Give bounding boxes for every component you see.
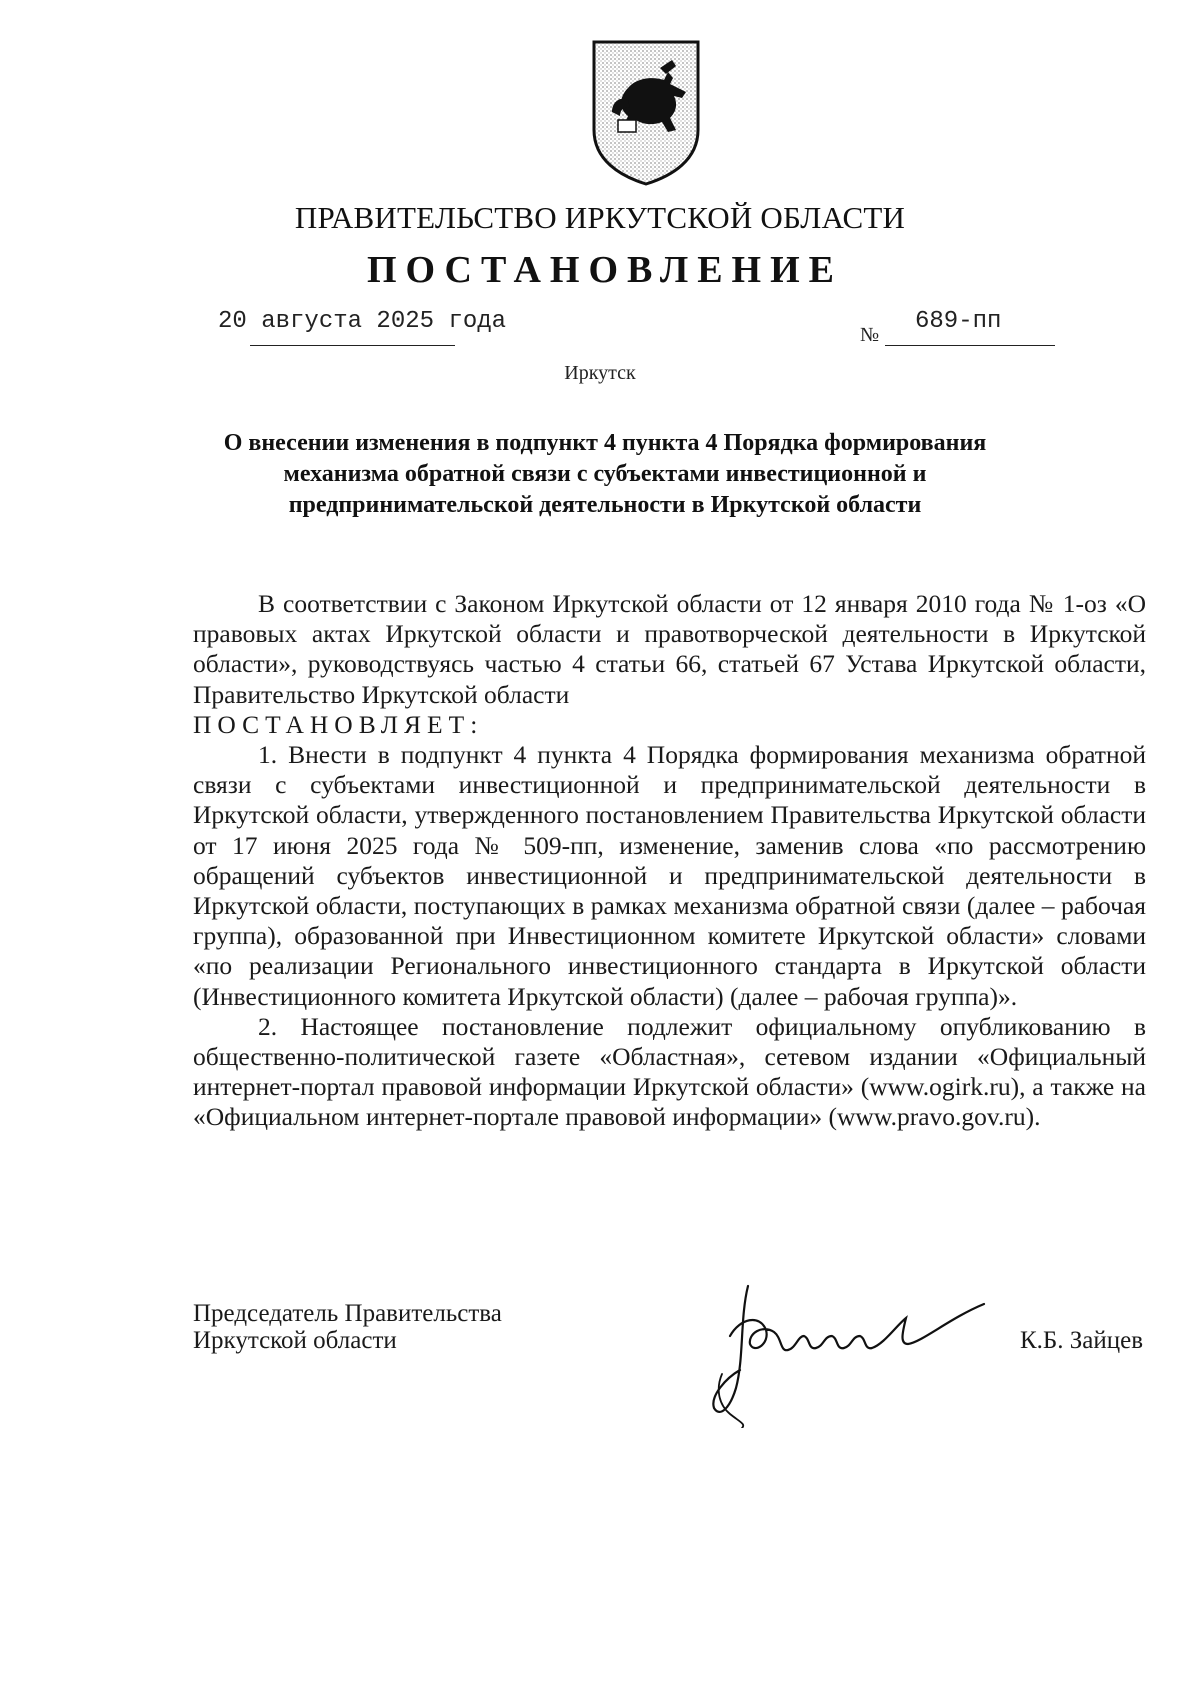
number-underline [885, 345, 1055, 346]
signer-position-line: Председатель Правительства [193, 1300, 502, 1327]
government-name: ПРАВИТЕЛЬСТВО ИРКУТСКОЙ ОБЛАСТИ [294, 200, 906, 235]
signer-position [193, 1300, 502, 1354]
title-line: О внесении изменения в подпункт 4 пункта 4 Порядка формирования [223, 430, 987, 456]
item-1-paragraph: 1. Внести в подпункт 4 пункта 4 Порядка формирования механизма обратной связи с субъектами инвестиционной и предпринимательской деятельности в Иркутской области, утвержденного постановлением Правительства Иркутской области от 17 июня 2025 года № 509-пп, изменение, заменив слова «по рассмотрению обращений субъектов инвестиционной и предпринимательской деятельности в Иркутской области, поступающих в рамках механизма обратной связи (далее – рабочая группа), образованной при Инвестиционном комитете Иркутской области» словами «по реализации Регионального инвестиционного стандарта в Иркутской области (Инвестиционного комитета Иркутской области) (далее – рабочая группа)». [193, 740, 1146, 1011]
item-2-paragraph: 2. Настоящее постановление подлежит официальному опубликованию в общественно-политической газете «Областная», сетевом издании «Официальный интернет-портал правовой информации Иркутской области» (www.ogirk.ru), а также на «Официальном интернет-портале правовой информации» (www.pravo.gov.ru). [193, 1011, 1146, 1132]
date-underline [250, 345, 455, 346]
document-number: 689-пп [915, 308, 1002, 335]
handwritten-signature-icon [700, 1278, 990, 1428]
issue-city: Иркутск [564, 362, 636, 384]
resolves-word: ПОСТАНОВЛЯЕТ: [193, 709, 484, 739]
document-type-heading: ПОСТАНОВЛЕНИЕ [366, 249, 844, 291]
document-date: 20 августа 2025 года [218, 308, 507, 335]
document-title [190, 428, 1020, 521]
signer-position-line: Иркутской области [193, 1327, 397, 1354]
irkutsk-coat-of-arms-icon [590, 38, 702, 188]
title-line: предпринимательской деятельности в Иркутской области [288, 492, 922, 518]
signer-name: К.Б. Зайцев [1020, 1327, 1144, 1354]
document-body [193, 589, 1146, 1133]
number-sign: № [860, 324, 880, 346]
title-line: механизма обратной связи с субъектами инвестиционной и [283, 461, 927, 487]
preamble-paragraph: В соответствии с Законом Иркутской области от 12 января 2010 года № 1-оз «О правовых актах Иркутской области и правотворческой деятельности в Иркутской области», руководствуясь частью 4 статьи 66, статьей 67 Устава Иркутской области, Правительство Иркутской области [193, 589, 1146, 709]
